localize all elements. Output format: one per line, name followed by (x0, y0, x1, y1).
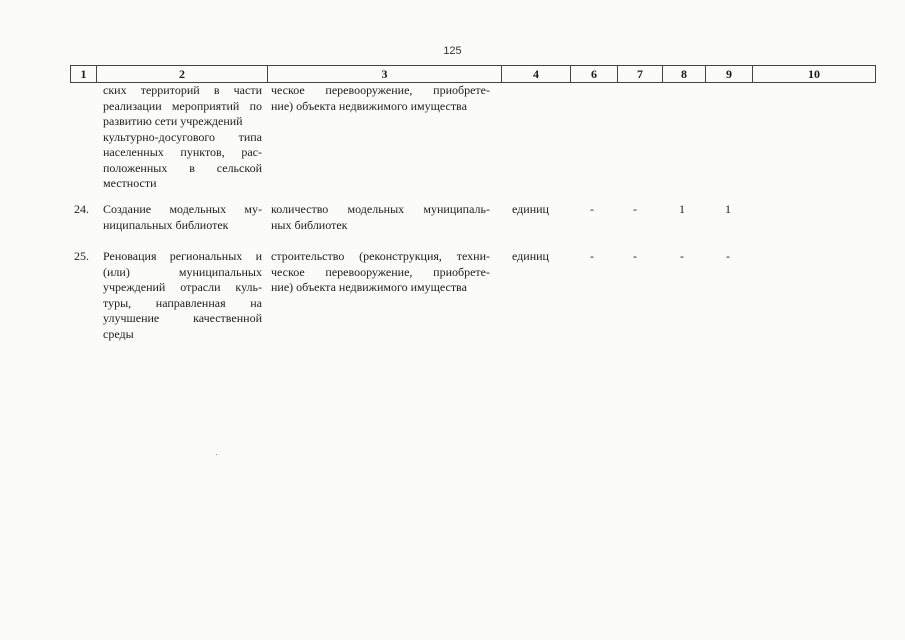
row-24-col9: 1 (725, 202, 731, 216)
row-25-col8: - (680, 249, 684, 263)
row-24-col2 (103, 202, 262, 233)
text-line: развитию сети учреждений (103, 114, 243, 128)
text-line: ческое перевооружение, приобрете- (271, 83, 490, 97)
row-24-col6: - (590, 202, 594, 216)
header-col-10: 10 (752, 66, 876, 82)
text-line: туры, направленная на (103, 295, 262, 310)
header-col-2: 2 (96, 66, 267, 82)
header-col-1: 1 (70, 66, 96, 82)
text-line: ние) объекта недвижимого имущества (271, 98, 467, 113)
text-line: культурно-досугового типа (103, 129, 262, 144)
row-25-unit: единиц (512, 249, 549, 263)
header-col-6: 6 (570, 66, 617, 82)
page-number: 125 (443, 45, 462, 57)
continued-row-col2 (103, 83, 262, 192)
row-25-col9: - (726, 249, 730, 263)
text-line: положенных в сельской (103, 160, 262, 175)
header-col-9: 9 (705, 66, 752, 82)
text-line: (или) муниципальных (103, 264, 262, 279)
header-col-4: 4 (501, 66, 570, 82)
row-25-col2 (103, 249, 262, 342)
row-24-unit: единиц (512, 202, 549, 216)
header-col-3: 3 (267, 66, 501, 82)
text-line: ских территорий в части (103, 83, 262, 97)
text-line: среды (103, 326, 134, 341)
text-line: Создание модельных му- (103, 202, 262, 216)
table-header (70, 65, 876, 83)
scan-speck (216, 454, 217, 455)
row-24-number: 24. (74, 202, 89, 216)
text-line: Реновация региональных и (103, 249, 262, 263)
text-line: ческое перевооружение, приобрете- (271, 264, 490, 279)
row-24-col7: - (633, 202, 637, 216)
text-line: улучшение качественной (103, 311, 262, 325)
row-25-col6: - (590, 249, 594, 263)
text-line: количество модельных муниципаль- (271, 202, 490, 216)
text-line: населенных пунктов, рас- (103, 145, 262, 159)
text-line: ных библиотек (271, 217, 348, 232)
header-col-7: 7 (617, 66, 662, 82)
text-line: строительство (реконструкция, техни- (271, 249, 490, 263)
row-25-number: 25. (74, 249, 89, 263)
text-line: учреждений отрасли куль- (103, 280, 262, 294)
text-line: ние) объекта недвижимого имущества (271, 280, 467, 294)
text-line: ниципальных библиотек (103, 217, 229, 232)
text-line: реализации мероприятий по (103, 98, 262, 113)
text-line: местности (103, 176, 157, 190)
header-col-8: 8 (662, 66, 705, 82)
row-24-col3 (271, 202, 490, 233)
row-24-col8: 1 (679, 202, 685, 216)
row-25-col3 (271, 249, 490, 296)
row-25-col7: - (633, 249, 637, 263)
continued-row-col3 (271, 83, 490, 114)
